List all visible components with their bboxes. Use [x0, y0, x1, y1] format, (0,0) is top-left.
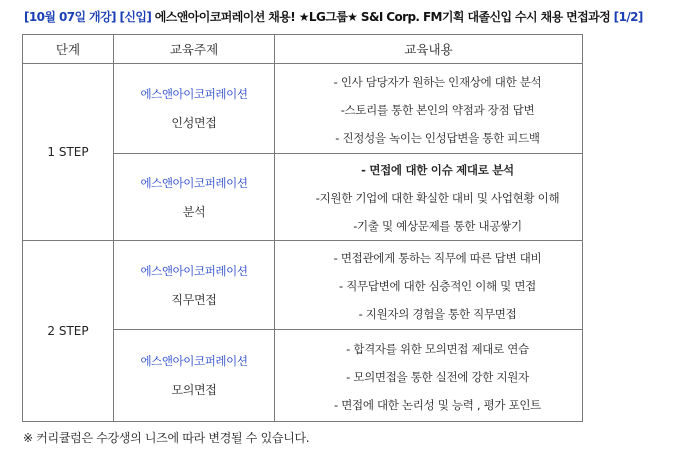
content-item: - 직무답변에 대한 심층적인 이해 및 면접 [339, 279, 536, 293]
subject-company: 에스앤아이코퍼레이션 [140, 354, 248, 368]
content-item: - 모의면접을 통한 실전에 강한 지원자 [346, 370, 529, 384]
page-title [24, 9, 664, 25]
subject-name: 분석 [182, 204, 206, 219]
header-content: 교육내용 [275, 35, 583, 64]
content-cell [275, 154, 583, 241]
subject-company: 에스앤아이코퍼레이션 [140, 175, 248, 190]
title-prefix: [10월 07일 개강] [신입] [24, 10, 152, 24]
content-item: - 합격자를 위한 모의면접 제대로 연습 [346, 342, 529, 356]
content-item: - 면접관에게 통하는 직무에 따른 답변 대비 [333, 251, 542, 265]
content-item: -스토리를 통한 본인의 약점과 장점 답변 [340, 103, 535, 117]
content-cell [275, 64, 583, 154]
table-row [23, 241, 583, 330]
content-item: - 진정성을 녹이는 인성답변을 통한 피드백 [335, 131, 540, 145]
content-item: - 인사 담당자가 원하는 인재상에 대한 분석 [333, 75, 542, 89]
subject-company: 에스앤아이코퍼레이션 [140, 263, 248, 278]
table-header-row [23, 35, 583, 64]
content-item: -기출 및 예상문제를 통한 내공쌓기 [353, 219, 522, 233]
step-label: 2 STEP [23, 241, 114, 422]
content-item: - 지원자의 경험을 통한 직무면접 [358, 307, 517, 321]
subject-name: 모의면접 [171, 383, 217, 397]
content-cell [275, 241, 583, 330]
subject-cell [114, 330, 275, 422]
title-page-indicator: [1/2] [610, 10, 643, 24]
footnote: ※ 커리큘럼은 수강생의 니즈에 따라 변경될 수 있습니다. [23, 431, 310, 445]
subject-company: 에스앤아이코퍼레이션 [140, 87, 248, 101]
header-step: 단계 [23, 35, 114, 64]
content-item: - 면접에 대한 논리성 및 능력 , 평가 포인트 [334, 398, 541, 412]
content-cell [275, 330, 583, 422]
subject-cell [114, 64, 275, 154]
subject-name: 직무면접 [171, 292, 217, 307]
step-label: 1 STEP [23, 64, 114, 241]
subject-cell [114, 154, 275, 241]
content-item: -지원한 기업에 대한 확실한 대비 및 사업현황 이해 [315, 191, 560, 205]
curriculum-table [22, 34, 583, 422]
content-item: - 면접에 대한 이슈 제대로 분석 [361, 163, 514, 177]
header-subject: 교육주제 [114, 35, 275, 64]
subject-cell [114, 241, 275, 330]
table-row [23, 64, 583, 154]
title-main: 에스앤아이코퍼레이션 채용! ★LG그룹★ S&I Corp. FM기획 대졸신입 수시 채용 면접과정 [151, 10, 611, 24]
subject-name: 인성면접 [171, 116, 217, 130]
